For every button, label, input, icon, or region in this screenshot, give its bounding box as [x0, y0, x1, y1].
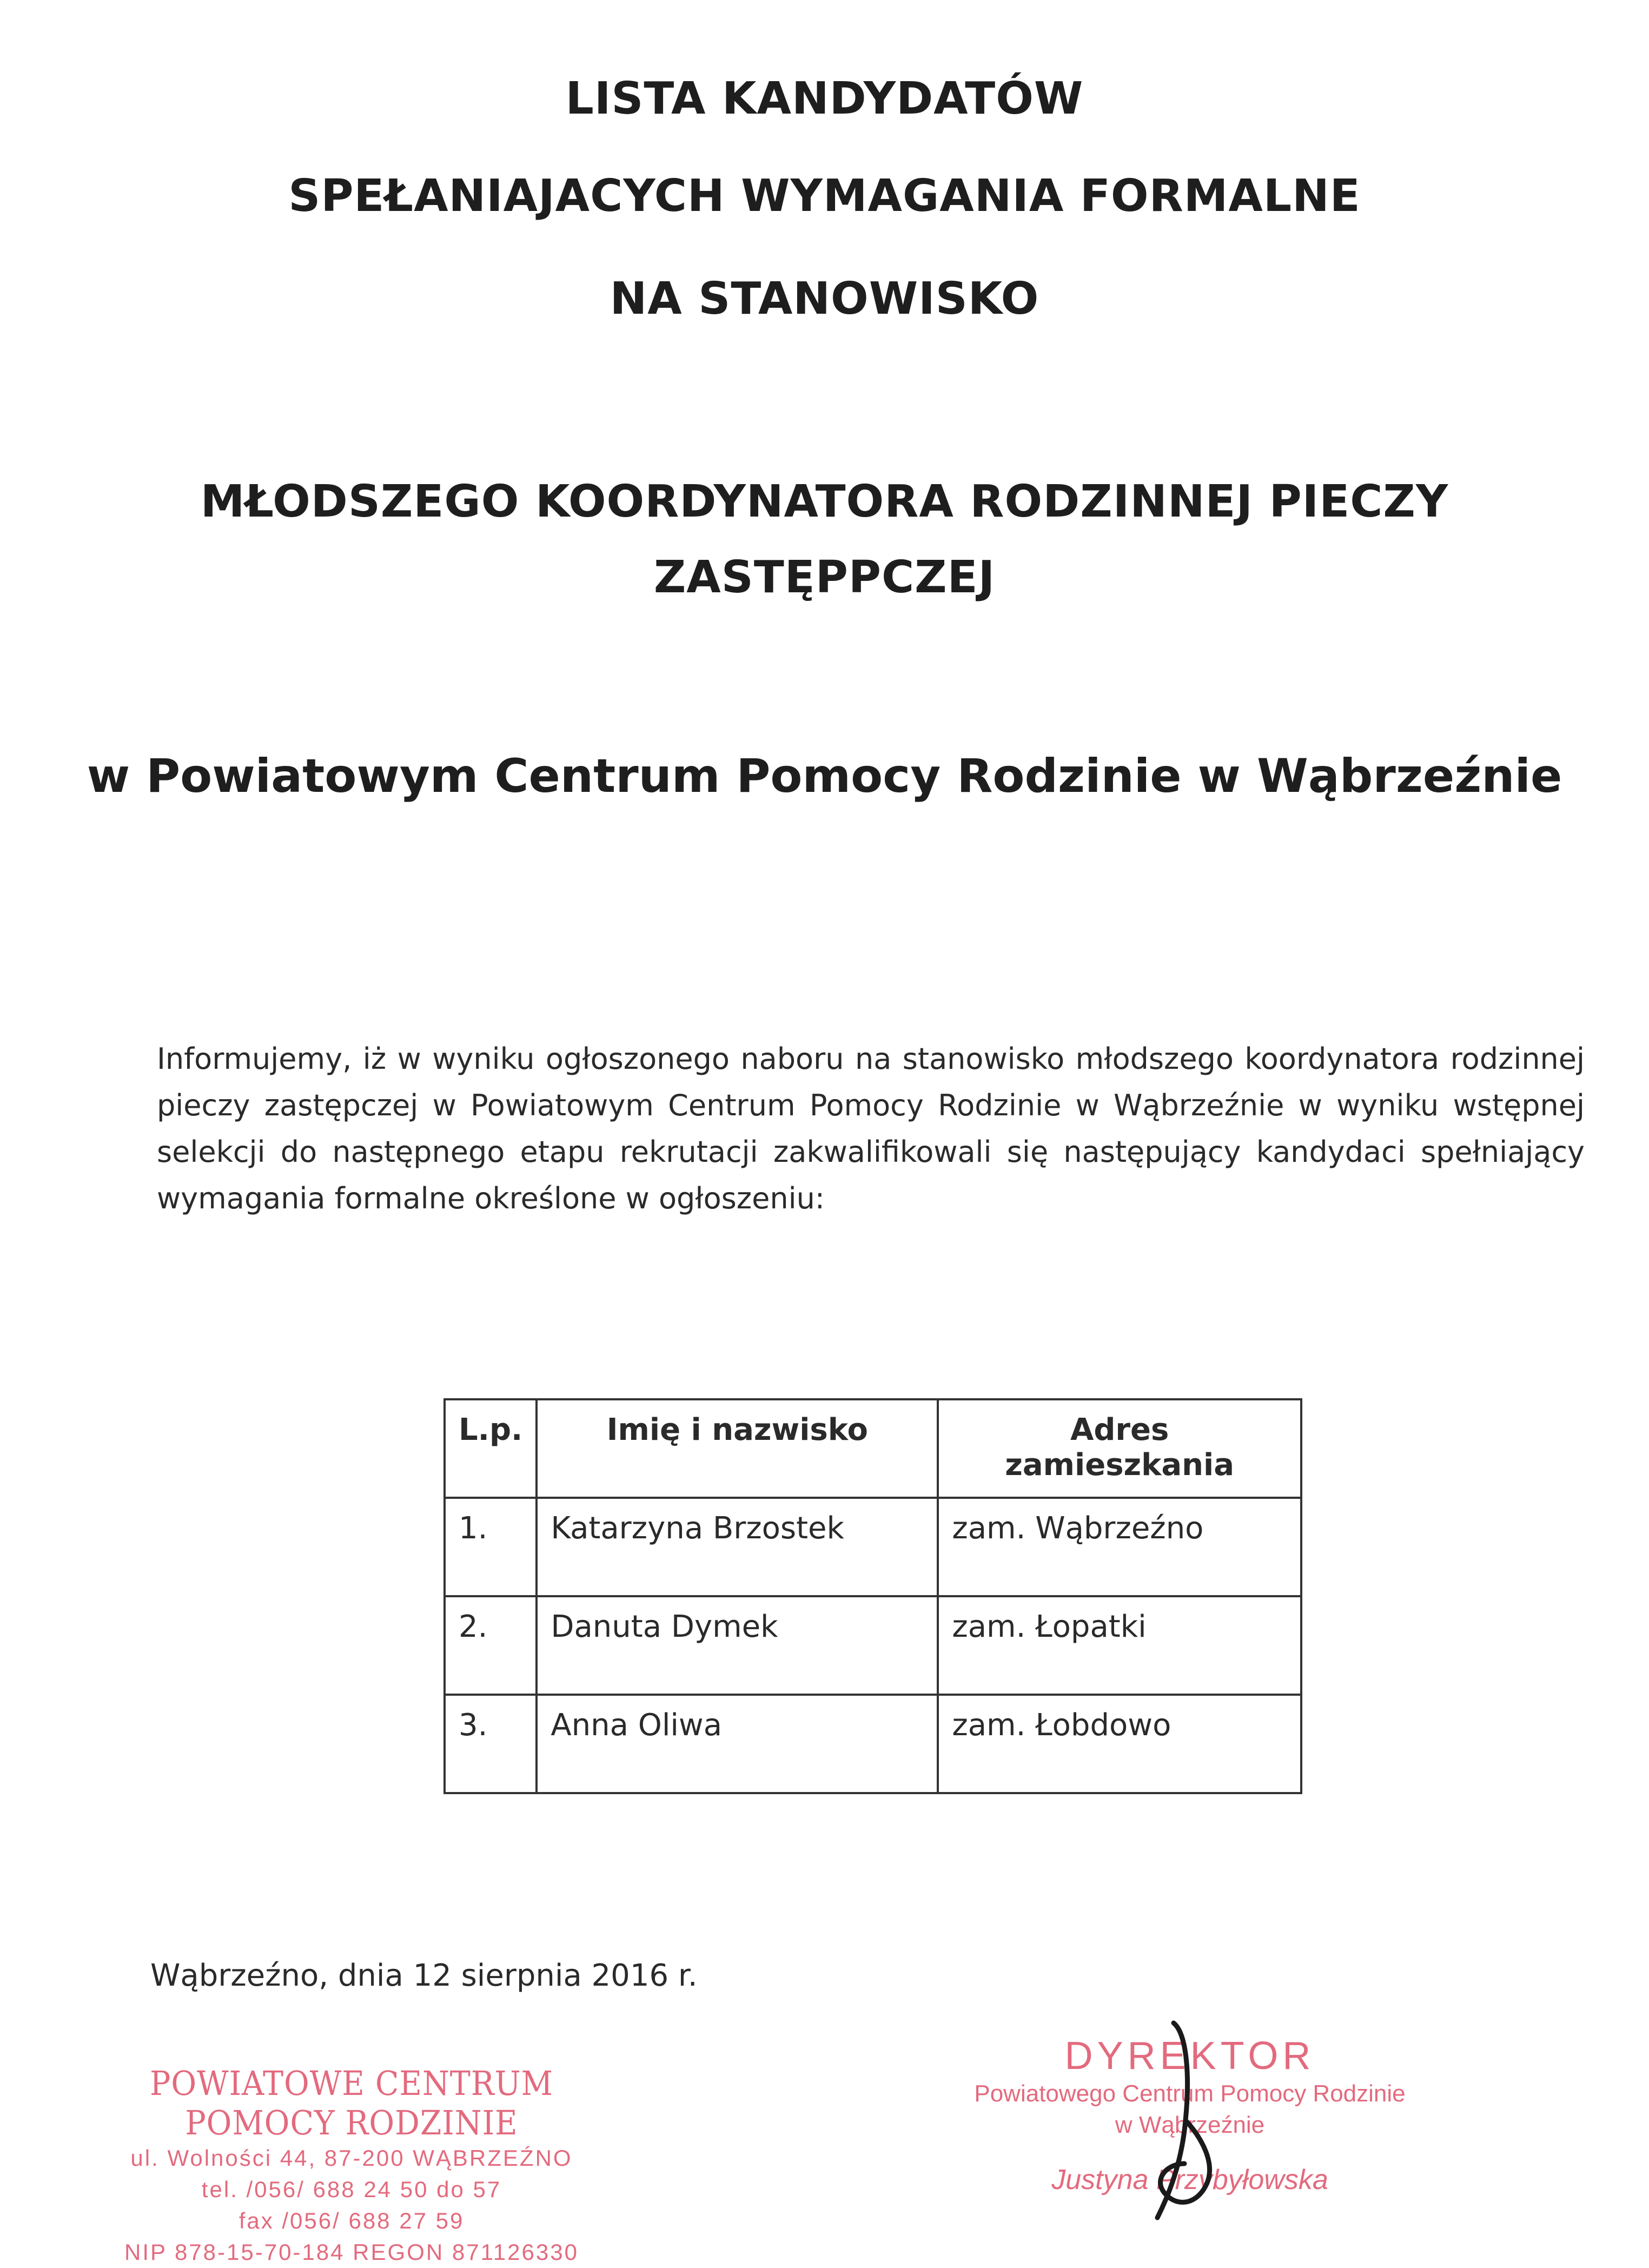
handwritten-signature — [1092, 2001, 1298, 2250]
stamp-title: POWIATOWE CENTRUM POMOCY RODZINIE — [150, 2064, 553, 2143]
table-row — [445, 1596, 1301, 1695]
cell-lp: 2. — [445, 1596, 537, 1695]
director-name: Justyna Przybyłowska — [1051, 2164, 1328, 2196]
position-title-line-1: MŁODSZEGO KOORDYNATORA RODZINNEJ PIECZY — [200, 476, 1449, 527]
candidates-table — [443, 1398, 1302, 1794]
table-row — [445, 1695, 1301, 1793]
header-address: Adres zamieszkania — [938, 1399, 1301, 1498]
institution-heading: w Powiatowym Centrum Pomocy Rodzinie w Wąbrzeźnie — [87, 749, 1562, 803]
header-name: Imię i nazwisko — [537, 1399, 938, 1498]
intro-paragraph: Informujemy, iż w wyniku ogłoszonego naboru na stanowisko młodszego koordynatora rodzinnej pieczy zastępczej w Powiatowym Centrum Pomocy Rodzinie w Wąbrzeźnie w wyniku wstępnej selekcji do następnego etapu rekrutacji zakwalifikowali się następujący kandydaci spełniający wymagania formalne określone w ogłoszeniu: — [157, 1042, 1585, 1215]
director-line-1: Powiatowego Centrum Pomocy Rodzinie — [974, 2080, 1406, 2107]
stamp-address: ul. Wolności 44, 87-200 WĄBRZEŹNO — [130, 2145, 573, 2171]
cell-lp: 1. — [445, 1498, 537, 1596]
stamp-ids: NIP 878-15-70-184 REGON 871126330 — [124, 2239, 579, 2265]
stamp-phone: tel. /056/ 688 24 50 do 57 — [201, 2177, 502, 2202]
cell-name: Katarzyna Brzostek — [537, 1498, 938, 1596]
cell-address: zam. Wąbrzeźno — [938, 1498, 1301, 1596]
cell-name: Anna Oliwa — [537, 1695, 938, 1793]
table-header-row — [445, 1399, 1301, 1498]
title-line-1: LISTA KANDYDATÓW — [565, 73, 1084, 124]
title-line-2: SPEŁANIAJACYCH WYMAGANIA FORMALNE — [288, 170, 1361, 222]
table-row — [445, 1498, 1301, 1596]
date-line: Wąbrzeźno, dnia 12 sierpnia 2016 r. — [150, 1958, 698, 1993]
cell-lp: 3. — [445, 1695, 537, 1793]
director-title: DYREKTOR — [1064, 2034, 1315, 2078]
institution-stamp — [81, 2064, 622, 2268]
cell-address: zam. Łobdowo — [938, 1695, 1301, 1793]
stamp-fax: fax /056/ 688 27 59 — [239, 2208, 465, 2233]
cell-name: Danuta Dymek — [537, 1596, 938, 1695]
header-lp: L.p. — [445, 1399, 537, 1498]
director-line-2: w Wąbrzeźnie — [1115, 2112, 1265, 2138]
title-line-3: NA STANOWISKO — [610, 273, 1039, 325]
cell-address: zam. Łopatki — [938, 1596, 1301, 1695]
signature-stroke — [1157, 2023, 1209, 2218]
position-title-line-2: ZASTĘPPCZEJ — [653, 552, 996, 603]
